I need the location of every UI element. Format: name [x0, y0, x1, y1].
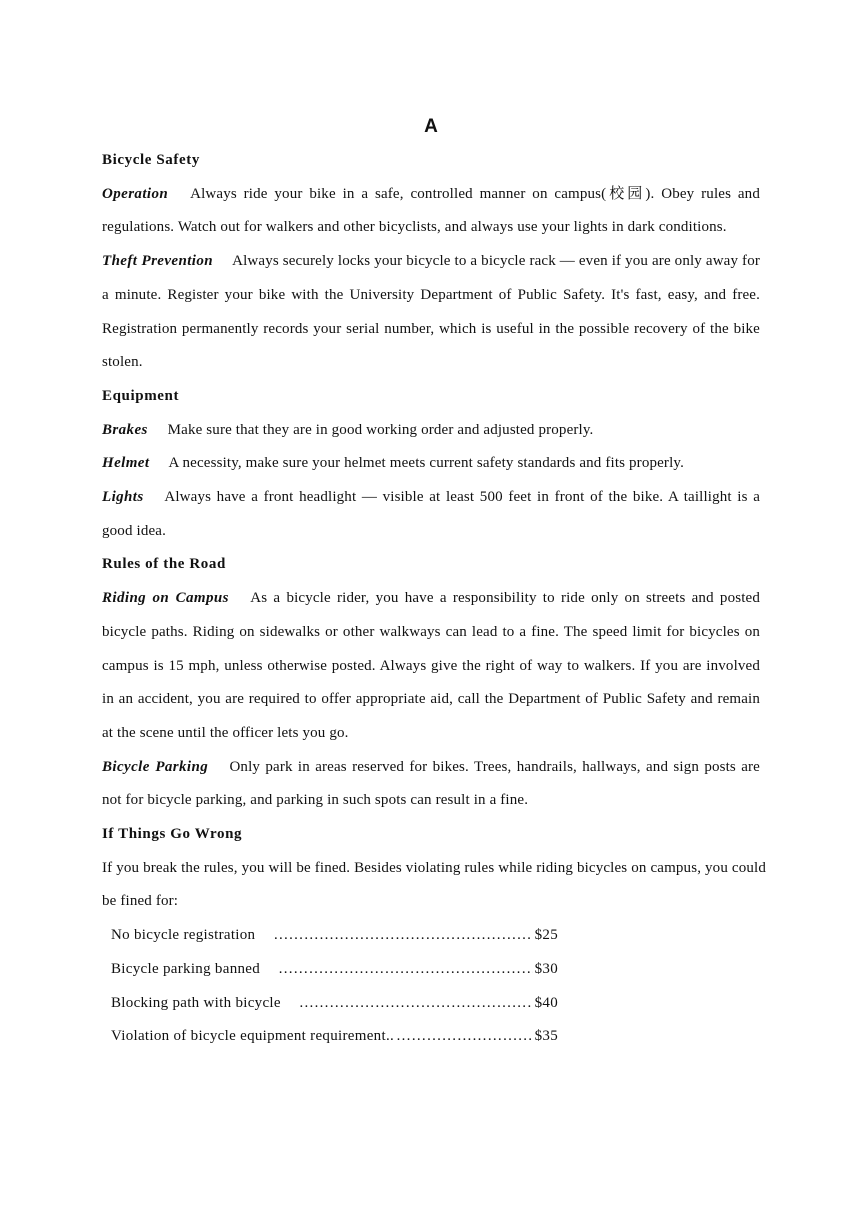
paragraph-text: As a bicycle rider, you have a responsibility to ride only on streets and posted bicycle paths. Riding on sidewalks or other walkways can lead to a fine. The speed limit for bicycles on campus is 15 mph, unless otherwise posted. Always give the right of way to walkers. If you are involved in an accident, you are required to offer appropriate aid, call the Department of Public Safety and remain at the scene until the officer lets you go.	[102, 590, 760, 741]
paragraph-lights	[102, 481, 760, 548]
fine-label: Violation of bicycle equipment requirement..	[111, 1028, 395, 1045]
dot-leader	[278, 953, 533, 987]
section-equipment	[102, 380, 760, 549]
paragraph-brakes	[102, 414, 760, 448]
term-label: Bicycle Parking	[102, 758, 209, 775]
paragraph-bicycle-parking	[102, 751, 760, 818]
fine-label: Bicycle parking banned	[111, 960, 261, 977]
section-heading: Equipment	[102, 387, 180, 404]
section-heading: If Things Go Wrong	[102, 826, 243, 843]
paragraph-theft-prevention	[102, 245, 760, 380]
paragraph-riding-on-campus	[102, 582, 760, 751]
fines-list	[102, 919, 760, 1054]
dot-leader	[273, 919, 532, 953]
section-heading: Bicycle Safety	[102, 152, 200, 168]
paragraph-helmet	[102, 447, 760, 481]
paragraph-fines-intro: If you break the rules, you will be fined. Besides violating rules while riding bicycles on campus, you could be fined for:	[102, 859, 766, 910]
section-if-things-go-wrong	[102, 818, 766, 1054]
fine-label: No bicycle registration	[111, 927, 256, 944]
paragraph-text: A necessity, make sure your helmet meets current safety standards and fits properly.	[168, 455, 684, 472]
section-rules-of-the-road	[102, 548, 760, 818]
fine-label: Blocking path with bicycle	[111, 994, 281, 1011]
passage-title: A	[424, 116, 438, 137]
term-label: Lights	[102, 489, 144, 506]
fine-item	[111, 1020, 558, 1054]
dot-leader	[299, 987, 533, 1021]
fine-item	[111, 953, 558, 987]
paragraph-text: Only park in areas reserved for bikes. Trees, handrails, hallways, and sign posts are not for bicycle parking, and parking in such spots can result in a fine.	[102, 758, 760, 809]
section-heading: Rules of the Road	[102, 556, 226, 573]
section-bicycle-safety	[102, 144, 760, 380]
paragraph-text: Always securely locks your bicycle to a bicycle rack — even if you are only away for a minute. Register your bike with the University Department of Public Safety. It's fast, easy, and free. Registration permanently records your serial number, which is useful in the possible recovery of the bike stolen.	[102, 253, 760, 371]
dot-leader	[396, 1020, 533, 1054]
term-label: Theft Prevention	[102, 253, 213, 270]
term-label: Operation	[102, 185, 169, 202]
paragraph-text: Always ride your bike in a safe, controlled manner on campus(校园). Obey rules and regulations. Watch out for walkers and other bicyclists, and always use your lights in dark conditions.	[102, 185, 760, 236]
fine-amount: $40	[534, 994, 558, 1011]
fine-item	[111, 919, 558, 953]
fine-amount: $25	[534, 927, 558, 944]
fine-item	[111, 987, 558, 1021]
paragraph-text: Always have a front headlight — visible at least 500 feet in front of the bike. A taillight is a good idea.	[102, 489, 761, 539]
fine-amount: $30	[534, 960, 558, 977]
term-label: Riding on Campus	[102, 590, 229, 607]
paragraph-text: Make sure that they are in good working order and adjusted properly.	[167, 421, 594, 438]
term-label: Brakes	[102, 421, 148, 438]
paragraph-operation	[102, 178, 760, 245]
fine-amount: $35	[534, 1028, 558, 1045]
term-label: Helmet	[102, 455, 150, 472]
